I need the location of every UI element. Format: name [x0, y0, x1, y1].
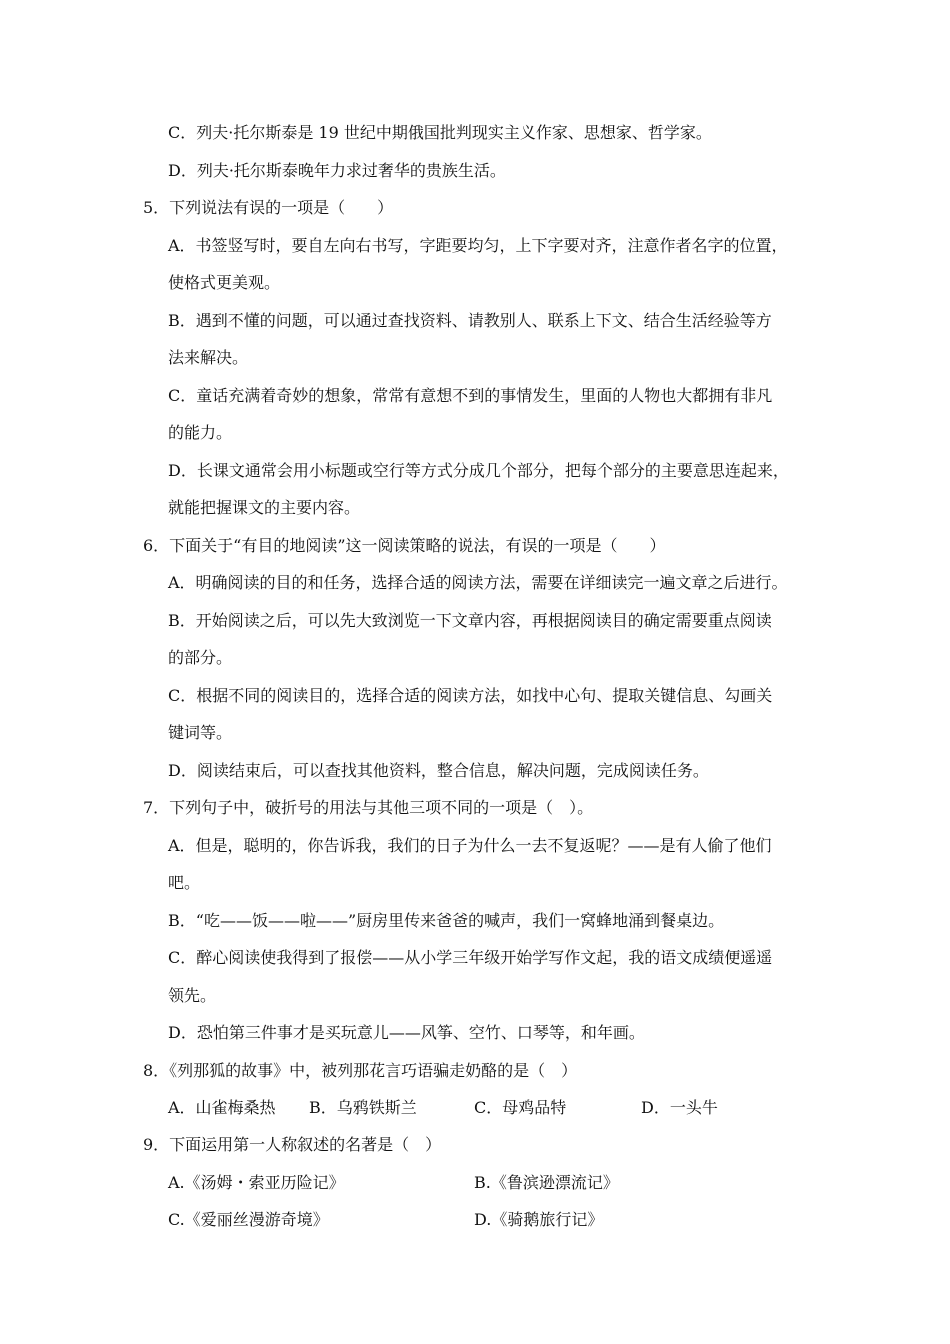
q8-option-a: A．山雀梅桑热 [168, 1098, 276, 1117]
q4-option-c: C．列夫·托尔斯泰是 19 世纪中期俄国批判现实主义作家、思想家、哲学家。 [168, 123, 712, 142]
q7-option-c: C．醉心阅读使我得到了报偿——从小学三年级开始学写作文起，我的语文成绩便遥遥 [168, 948, 773, 967]
q7-option-c-cont: 领先。 [168, 986, 217, 1005]
q6-option-c: C．根据不同的阅读目的，选择合适的阅读方法，如找中心句、提取关键信息、勾画关 [168, 686, 773, 705]
q4-option-d: D．列夫·托尔斯泰晚年力求过奢华的贵族生活。 [168, 161, 506, 180]
q6-option-b-cont: 的部分。 [168, 648, 233, 667]
q6-option-a: A．明确阅读的目的和任务，选择合适的阅读方法，需要在详细读完一遍文章之后进行。 [168, 573, 788, 592]
q8-option-b: B．乌鸦铁斯兰 [309, 1098, 417, 1117]
q6-option-d: D．阅读结束后，可以查找其他资料，整合信息，解决问题，完成阅读任务。 [168, 761, 709, 780]
q5-option-c-cont: 的能力。 [168, 423, 233, 442]
q9-option-d: D.《骑鹅旅行记》 [474, 1210, 604, 1229]
q8-stem: 8．《列那狐的故事》中，被列那花言巧语骗走奶酪的是（ ） [143, 1061, 578, 1080]
q6-option-b: B．开始阅读之后，可以先大致浏览一下文章内容，再根据阅读目的确定需要重点阅读 [168, 611, 772, 630]
q9-option-b: B.《鲁滨逊漂流记》 [474, 1173, 619, 1192]
q8-option-d: D．一头牛 [641, 1098, 718, 1117]
q5-option-d-cont: 就能把握课文的主要内容。 [168, 498, 361, 517]
q7-option-a-cont: 吧。 [168, 873, 201, 892]
q5-option-b: B．遇到不懂的问题，可以通过查找资料、请教别人、联系上下文、结合生活经验等方 [168, 311, 772, 330]
q5-option-a-cont: 使格式更美观。 [168, 273, 281, 292]
q5-option-c: C．童话充满着奇妙的想象，常常有意想不到的事情发生，里面的人物也大都拥有非凡 [168, 386, 773, 405]
q6-option-c-cont: 键词等。 [168, 723, 233, 742]
q5-stem: 5．下列说法有误的一项是（ ） [143, 198, 394, 217]
q5-option-b-cont: 法来解决。 [168, 348, 249, 367]
q7-stem: 7．下列句子中，破折号的用法与其他三项不同的一项是（ ）。 [143, 798, 594, 817]
q5-option-a: A．书签竖写时，要自左向右书写，字距要均匀，上下字要对齐，注意作者名字的位置， [168, 236, 788, 255]
q7-option-d: D．恐怕第三件事才是买玩意儿——风筝、空竹、口琴等，和年画。 [168, 1023, 645, 1042]
q7-option-b: B．“吃——饭——啦——”厨房里传来爸爸的喊声，我们一窝蜂地涌到餐桌边。 [168, 911, 725, 930]
q9-option-c: C.《爱丽丝漫游奇境》 [168, 1210, 329, 1229]
q6-stem: 6．下面关于“有目的地阅读”这一阅读策略的说法，有误的一项是（ ） [143, 536, 666, 555]
q7-option-a: A．但是，聪明的，你告诉我，我们的日子为什么一去不复返呢？——是有人偷了他们 [168, 836, 772, 855]
q9-option-a: A.《汤姆・索亚历险记》 [168, 1173, 345, 1192]
q8-option-c: C．母鸡品特 [474, 1098, 567, 1117]
q5-option-d: D．长课文通常会用小标题或空行等方式分成几个部分，把每个部分的主要意思连起来， [168, 461, 789, 480]
q9-stem: 9．下面运用第一人称叙述的名著是（ ） [143, 1135, 442, 1154]
